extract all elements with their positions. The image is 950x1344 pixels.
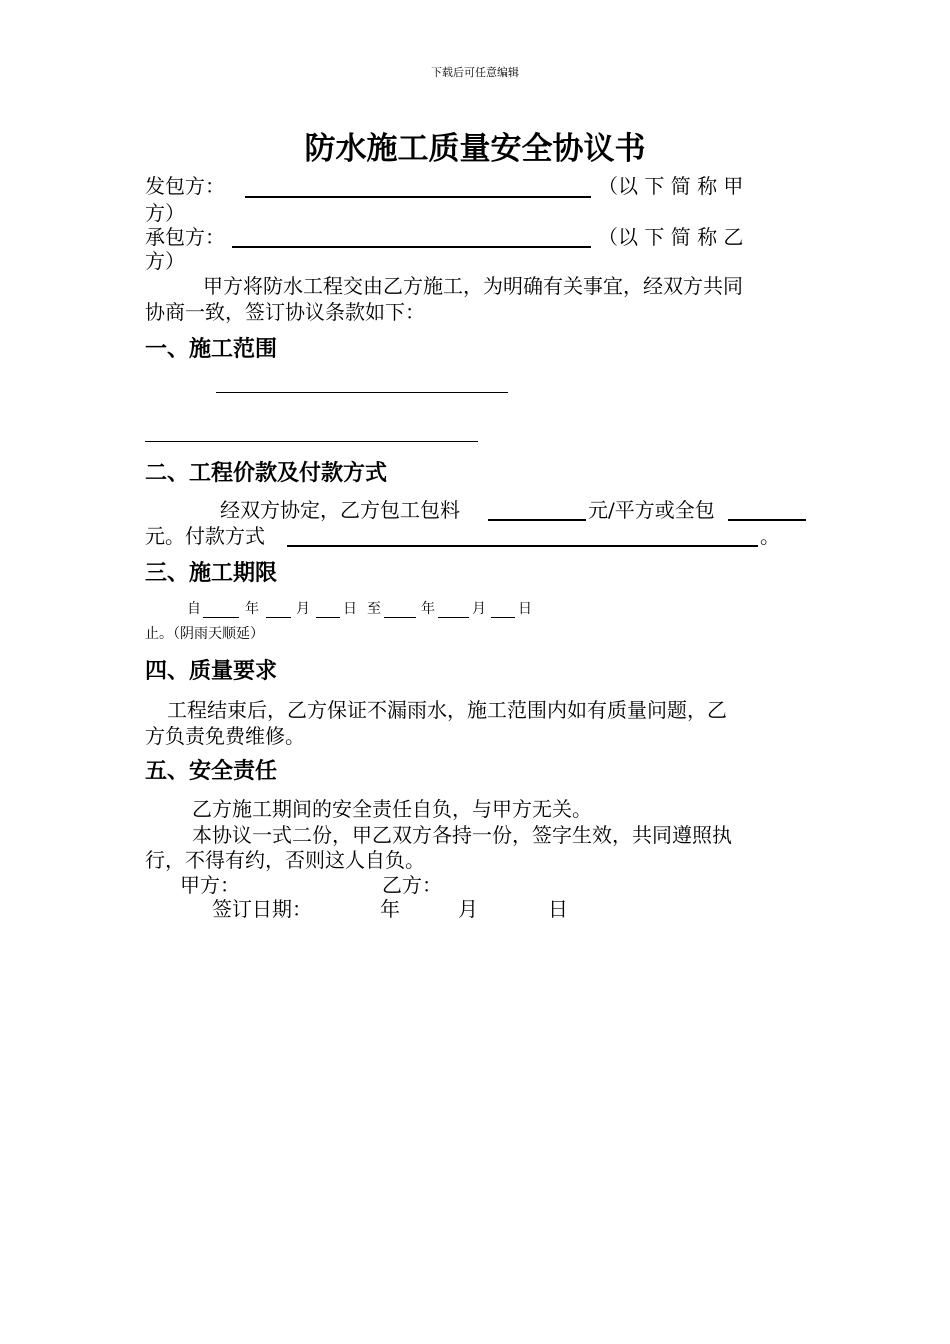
end-month-blank[interactable]	[438, 617, 469, 618]
scope-blank-2[interactable]	[145, 441, 478, 442]
signature-party-a: 甲方：	[180, 873, 240, 897]
period-from: 自	[187, 601, 201, 617]
party-b-label: 承包方：	[145, 225, 225, 249]
period-day-2: 日	[518, 601, 532, 617]
section-safety-heading: 五、安全责任	[145, 759, 278, 784]
price-line-2a: 元。付款方式	[145, 524, 265, 548]
period-to: 至	[367, 601, 381, 617]
period-month-1: 月	[296, 601, 310, 617]
end-day-blank[interactable]	[491, 617, 515, 618]
party-a-suffix-wrap: 方）	[145, 201, 185, 225]
period-line-2: 止。（阴雨天顺延）	[145, 626, 264, 642]
party-b-blank[interactable]	[232, 246, 591, 248]
period-year-1: 年	[245, 601, 259, 617]
payment-method-blank[interactable]	[287, 545, 758, 547]
price-line-2b: 。	[760, 524, 780, 548]
period-year-2: 年	[421, 601, 435, 617]
section-quality-heading: 四、质量要求	[145, 659, 278, 684]
signing-day: 日	[548, 897, 568, 921]
start-month-blank[interactable]	[266, 617, 291, 618]
document-title: 防水施工质量安全协议书	[304, 131, 646, 167]
period-day-1: 日	[343, 601, 357, 617]
signing-date-label: 签订日期：	[212, 897, 312, 921]
section-scope-heading: 一、施工范围	[145, 337, 278, 362]
header-note: 下载后可任意编辑	[431, 66, 519, 79]
safety-line-1: 乙方施工期间的安全责任自负，与甲方无关。	[192, 797, 592, 821]
start-year-blank[interactable]	[203, 617, 239, 618]
signing-month: 月	[458, 897, 478, 921]
signing-year: 年	[380, 897, 400, 921]
quality-line-1: 工程结束后，乙方保证不漏雨水，施工范围内如有质量问题，乙	[167, 698, 727, 722]
scope-blank-1[interactable]	[216, 392, 508, 393]
party-b-suffix: （以 下 简 称 乙	[598, 225, 744, 249]
period-month-2: 月	[472, 601, 486, 617]
party-a-suffix: （以 下 简 称 甲	[598, 174, 744, 198]
safety-line-3: 行，不得有约，否则这人自负。	[145, 848, 425, 872]
section-period-heading: 三、施工期限	[145, 561, 278, 586]
quality-line-2: 方负责免费维修。	[145, 724, 305, 748]
party-a-blank[interactable]	[245, 196, 591, 198]
total-price-blank[interactable]	[728, 519, 806, 521]
intro-line-2: 协商一致，签订协议条款如下：	[145, 300, 425, 324]
party-b-suffix-wrap: 方）	[145, 249, 185, 273]
intro-line-1: 甲方将防水工程交由乙方施工，为明确有关事宜，经双方共同	[203, 274, 743, 298]
end-year-blank[interactable]	[384, 617, 416, 618]
price-line-1a: 经双方协定，乙方包工包料	[220, 498, 460, 522]
party-a-label: 发包方：	[145, 174, 225, 198]
start-day-blank[interactable]	[316, 617, 340, 618]
unit-price-blank[interactable]	[488, 519, 586, 521]
price-line-1b: 元/平方或全包	[588, 498, 715, 522]
signature-party-b: 乙方：	[382, 873, 442, 897]
section-price-heading: 二、工程价款及付款方式	[145, 461, 388, 486]
safety-line-2: 本协议一式二份，甲乙双方各持一份，签字生效，共同遵照执	[192, 823, 732, 847]
